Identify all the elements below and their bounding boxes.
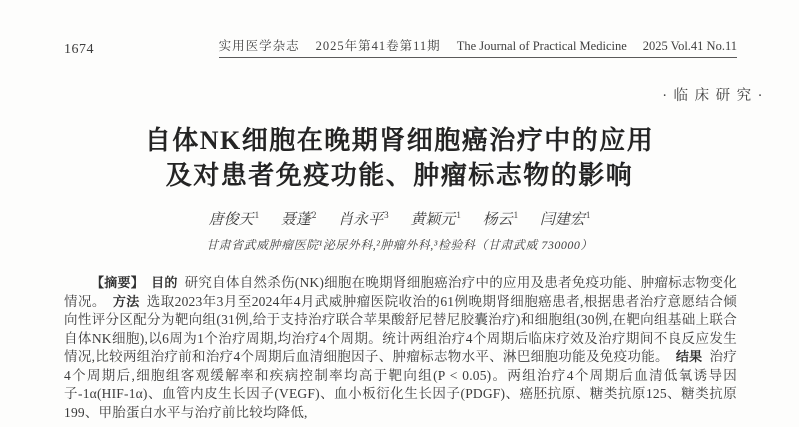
author [281,212,317,228]
abstract-heading: 【摘要】 [91,275,145,290]
abstract-methods-text: 选取2023年3月至2024年4月武威肿瘤医院收治的61例晚期肾细胞癌患者,根据患者治疗意愿结合倾向性评分区配分为靶向组(31例,给于支持治疗联合苹果酸舒尼替尼胶囊治疗)和细胞组(30例,在靶向组基础上联合自体NK细胞),以6周为1个治疗周期,均治疗4个周期。统计两组治疗4个周期后临床疗效及治疗期间不良反应发生情况,比较两组治疗前和治疗4个周期后血清细胞因子、肿瘤标志物水平、淋巴细胞功能及免疫功能。 [64,293,737,364]
author-affiliation-mark: 3 [384,210,389,220]
journal-name-cn: 实用医学杂志 [218,39,300,53]
page-number: 1674 [64,42,94,57]
author-affiliation-mark: 1 [254,210,260,220]
article-title-line2: 及对患者免疫功能、肿瘤标志物的影响 [165,161,634,190]
abstract-label-results: 结果 [675,349,703,364]
author [410,212,461,228]
author-name: 肖永平 [338,212,384,228]
author [338,212,389,228]
abstract-results-text: 治疗4个周期后,细胞组客观缓解率和疾病控制率均高于靶向组(P < 0.05)。两组治疗4个周期后血清低氧诱导因子-1α(HIF-1α)、血管内皮生长因子(VEGF)、血小板衍化生长因子(PDGF)、癌胚抗原、糖类抗原125、糖类抗原199、甲胎蛋白水平与治疗前比较均降低, [64,349,738,420]
author-name: 杨云 [482,212,513,228]
author-name: 唐俊天 [208,212,254,228]
author-affiliation-mark: 1 [513,210,519,220]
abstract-label-objective: 目的 [151,275,178,290]
article-title-line1: 自体NK细胞在晚期肾细胞癌治疗中的应用 [144,126,655,155]
journal-issue-en: 2025 Vol.41 No.11 [642,39,737,53]
journal-header [219,36,737,58]
author-affiliation-mark: 1 [456,210,461,220]
author [209,212,260,228]
abstract-label-methods: 方法 [112,293,140,309]
journal-name-en: The Journal of Practical Medicine [456,39,627,53]
author-affiliation-mark: 2 [311,210,317,220]
affiliation: 甘肃省武威肿瘤医院¹泌尿外科,²肿瘤外科,³检验科（甘肃武威 730000） [206,238,593,252]
abstract-paragraph [64,274,737,422]
section-label: ·临床研究· [662,88,769,104]
abstract-objective-text: 研究自体自然杀伤(NK)细胞在晚期肾细胞癌治疗中的应用及患者免疫功能、肿瘤标志物变化情况。 [64,275,738,309]
author [540,212,591,228]
author-affiliation-mark: 1 [585,210,591,220]
author-name: 聂蓬 [280,212,311,228]
author [483,212,519,228]
author-name: 闫建宏 [539,212,585,228]
author-list [0,208,799,229]
journal-issue-cn: 2025年第41卷第11期 [315,39,441,53]
article-title [40,123,759,193]
author-name: 黄颖元 [410,212,456,228]
running-head [64,36,737,58]
